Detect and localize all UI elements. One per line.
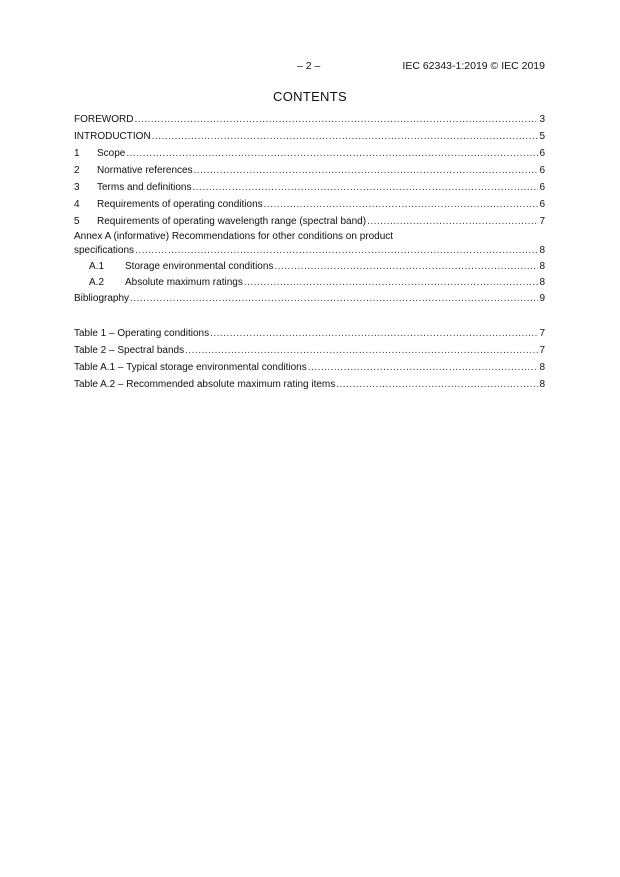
dot-leader <box>367 213 538 230</box>
toc-entry-number: 3 <box>74 182 80 193</box>
table-entry-page: 8 <box>539 379 545 390</box>
table-entry-1[interactable] <box>74 325 545 342</box>
toc-entry-label: Requirements of operating conditions <box>97 199 263 210</box>
dot-leader <box>135 243 538 258</box>
toc-entry-number: A.1 <box>89 261 105 272</box>
dot-leader <box>126 145 538 162</box>
toc-entry-page: 8 <box>539 277 545 288</box>
toc-entry-annex-a[interactable] <box>74 230 545 258</box>
toc-entry-label: Terms and definitions <box>97 182 192 193</box>
toc-entry-scope[interactable] <box>74 145 545 162</box>
toc-entry-wavelength-range[interactable] <box>74 213 545 230</box>
toc-entry-normative-references[interactable] <box>74 162 545 179</box>
table-entry-label: Table A.1 – Typical storage environmental conditions <box>74 362 307 373</box>
toc-entry-label: Scope <box>97 148 126 159</box>
table-entry-a1[interactable] <box>74 359 545 376</box>
dot-leader <box>152 128 538 145</box>
toc-entry-page: 9 <box>539 293 545 304</box>
toc-entry-page: 3 <box>539 114 545 125</box>
toc-entry-number: 5 <box>74 216 80 227</box>
toc-entry-page: 6 <box>539 182 545 193</box>
table-entry-page: 8 <box>539 362 545 373</box>
toc-entry-number: 2 <box>74 165 80 176</box>
toc-entry-number: A.2 <box>89 277 105 288</box>
table-entry-page: 7 <box>539 345 545 356</box>
toc-entry-page: 8 <box>539 261 545 272</box>
table-entry-label: Table A.2 – Recommended absolute maximum rating items <box>74 379 336 390</box>
dot-leader <box>193 179 539 196</box>
dot-leader <box>194 162 538 179</box>
toc-entry-page: 5 <box>539 131 545 142</box>
toc-entry-bibliography[interactable] <box>74 290 545 307</box>
toc-entry-number: 1 <box>74 148 80 159</box>
toc-entry-page: 6 <box>539 199 545 210</box>
table-entry-2[interactable] <box>74 342 545 359</box>
table-of-contents <box>74 111 545 307</box>
list-of-tables <box>74 325 545 393</box>
dot-leader <box>264 196 538 213</box>
table-entry-page: 7 <box>539 328 545 339</box>
toc-entry-label: Absolute maximum ratings <box>125 277 243 288</box>
toc-entry-label: Requirements of operating wavelength range (spectral band) <box>97 216 367 227</box>
document-id: IEC 62343-1:2019 © IEC 2019 <box>402 60 545 72</box>
dot-leader <box>274 258 538 275</box>
toc-entry-label: Storage environmental conditions <box>125 261 274 272</box>
dot-leader <box>244 275 538 290</box>
page-number: – 2 – <box>297 60 321 72</box>
toc-entry-number: 4 <box>74 199 80 210</box>
toc-entry-introduction[interactable] <box>74 128 545 145</box>
toc-entry-a2[interactable] <box>74 275 545 290</box>
toc-entry-terms-definitions[interactable] <box>74 179 545 196</box>
contents-heading: CONTENTS <box>273 89 347 104</box>
toc-entry-page: 8 <box>539 245 545 256</box>
dot-leader <box>185 342 538 359</box>
toc-entry-label: specifications <box>74 245 135 256</box>
toc-entry-label: FOREWORD <box>74 114 134 125</box>
page-header <box>74 60 545 74</box>
toc-entry-label: Normative references <box>97 165 193 176</box>
toc-entry-label: INTRODUCTION <box>74 131 151 142</box>
dot-leader <box>336 376 538 393</box>
annex-title-continuation <box>74 243 545 258</box>
toc-entry-page: 7 <box>539 216 545 227</box>
toc-entry-page: 6 <box>539 165 545 176</box>
dot-leader <box>210 325 538 342</box>
annex-title-line: Annex A (informative) Recommendations for other conditions on product <box>74 231 394 242</box>
toc-entry-page: 6 <box>539 148 545 159</box>
table-entry-label: Table 2 – Spectral bands <box>74 345 185 356</box>
toc-entry-foreword[interactable] <box>74 111 545 128</box>
dot-leader <box>130 290 538 307</box>
toc-entry-operating-conditions[interactable] <box>74 196 545 213</box>
table-entry-a2[interactable] <box>74 376 545 393</box>
toc-entry-a1[interactable] <box>74 258 545 275</box>
toc-entry-label: Bibliography <box>74 293 130 304</box>
dot-leader <box>134 111 538 128</box>
table-entry-label: Table 1 – Operating conditions <box>74 328 210 339</box>
dot-leader <box>308 359 538 376</box>
